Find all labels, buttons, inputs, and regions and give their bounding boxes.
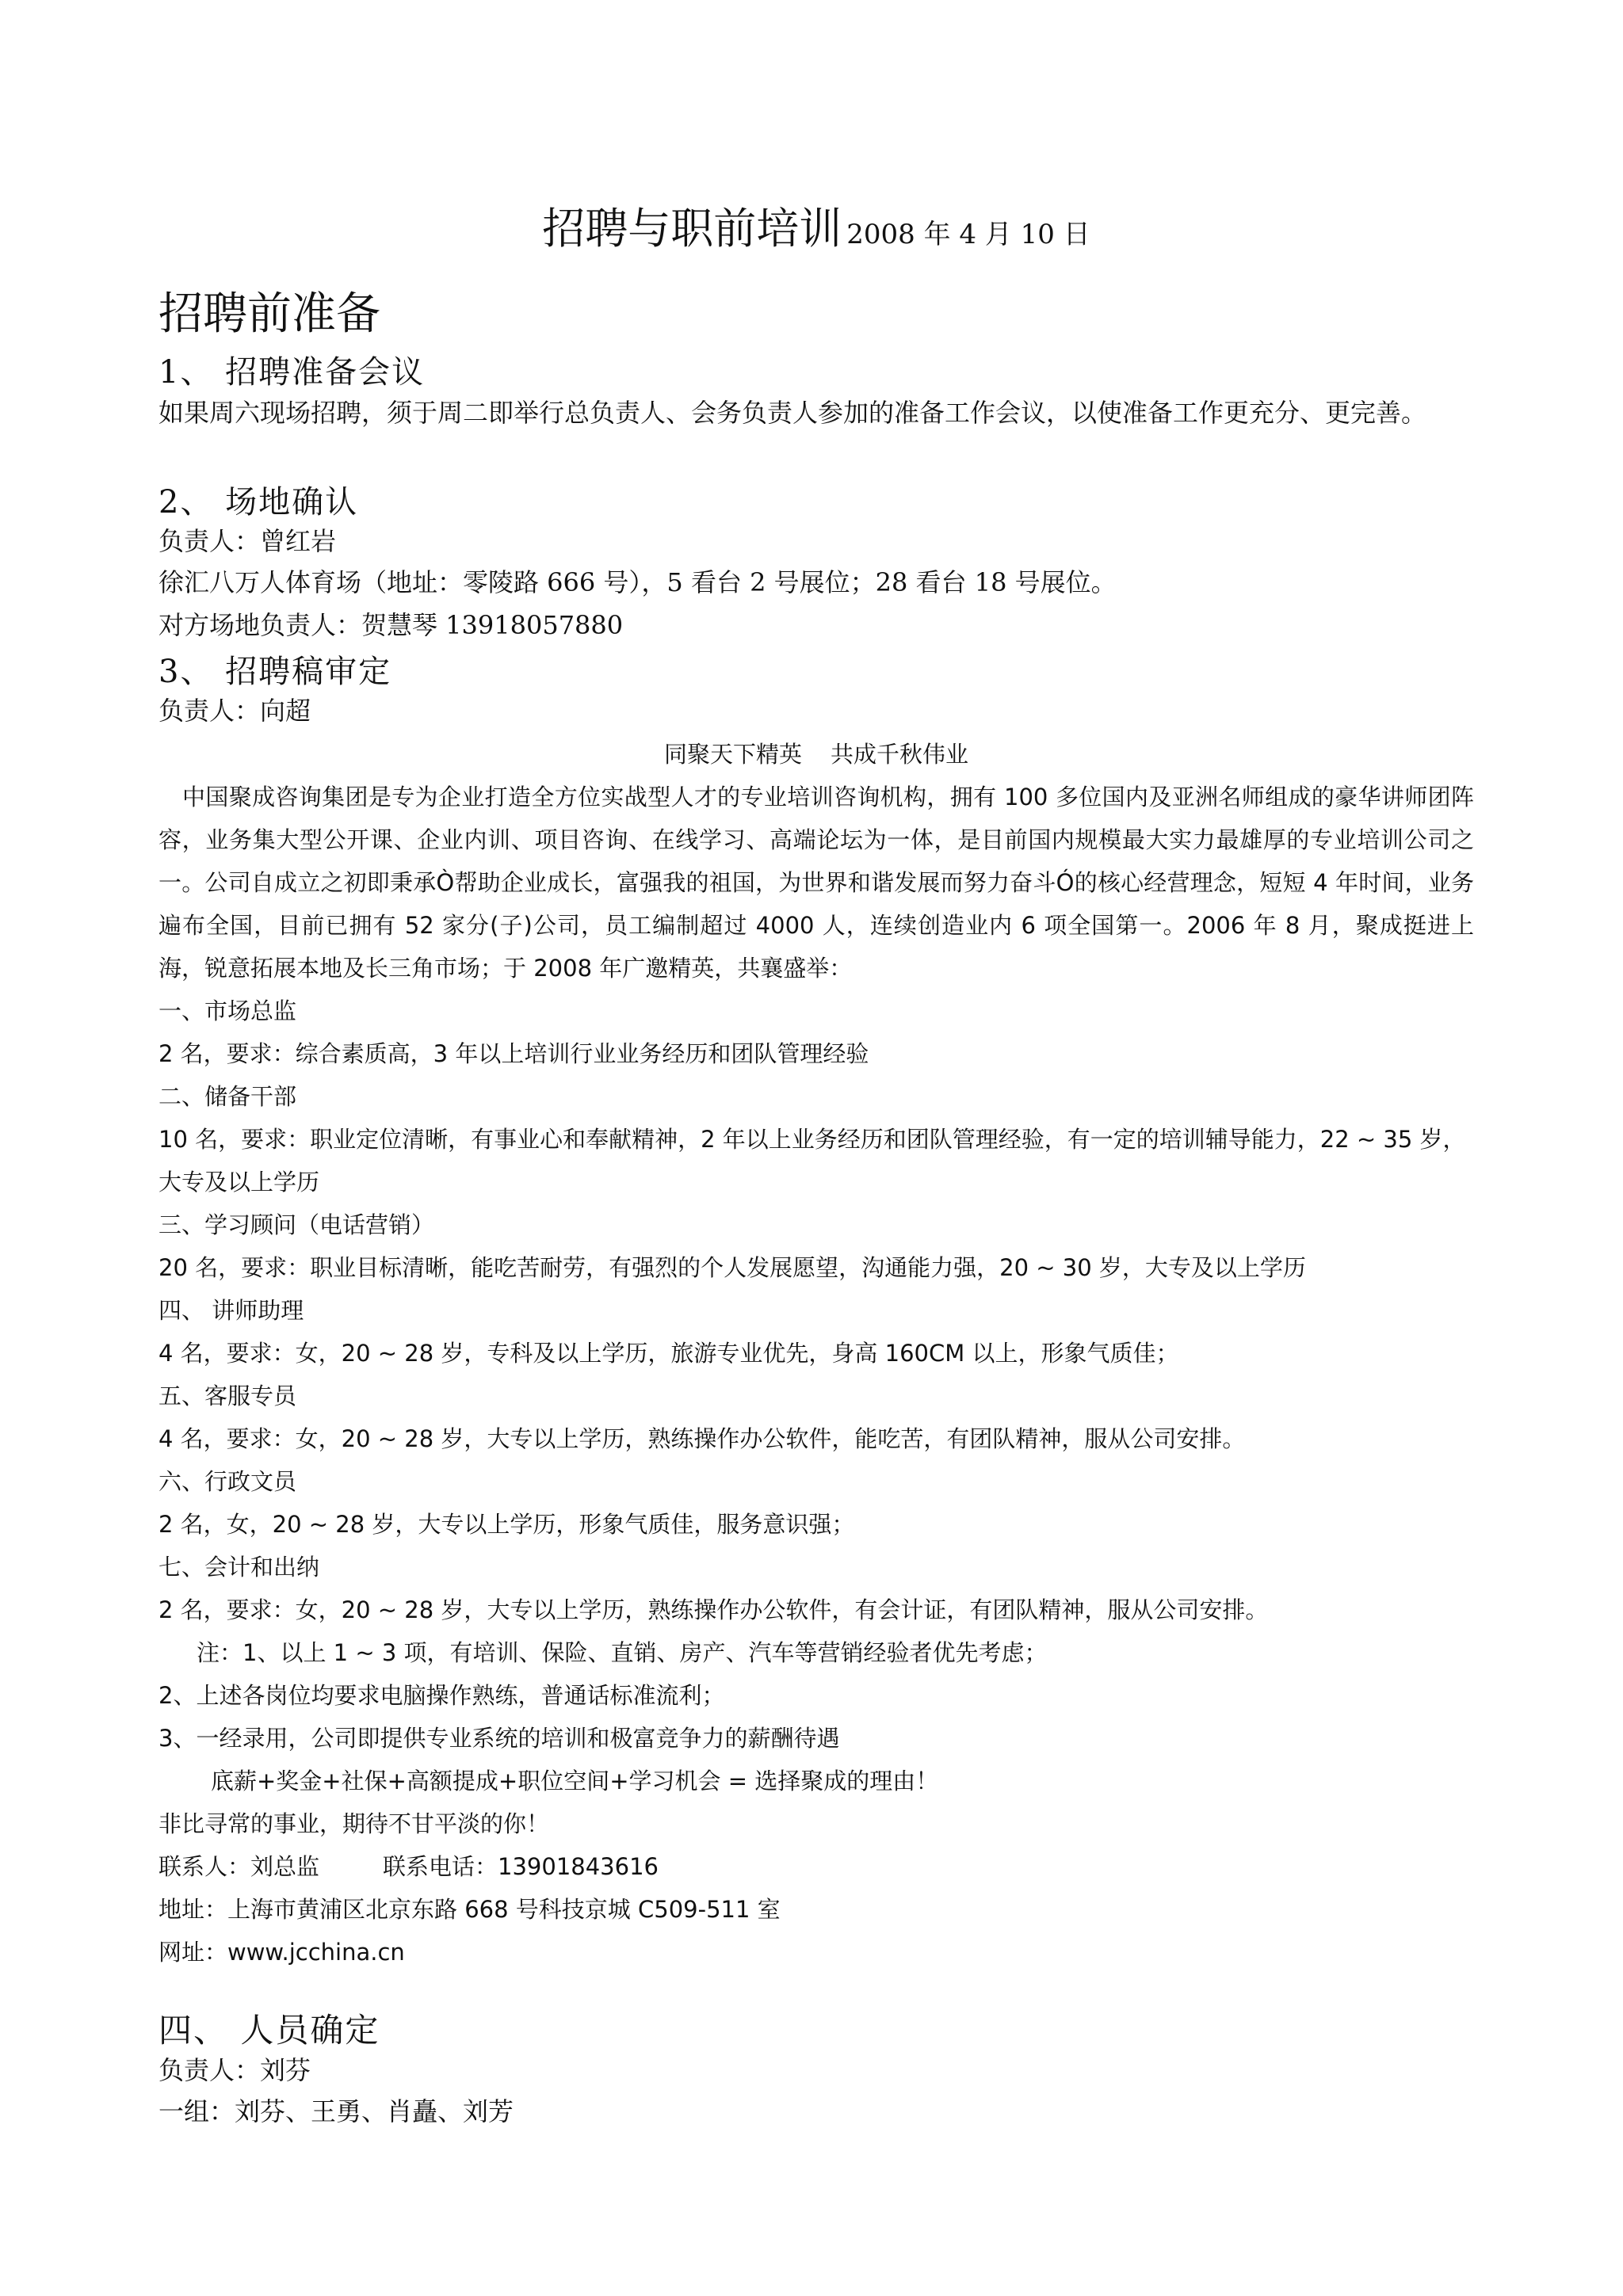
item2-venue: 徐汇八万人体育场（地址：零陵路 666 号），5 看台 2 号展位；28 看台 18 号展位。 xyxy=(158,567,1117,597)
tagline: 非比寻常的事业，期待不甘平淡的你！ xyxy=(158,1810,550,1837)
website-link[interactable]: 网址：www.jcchina.cn xyxy=(158,1939,405,1966)
position-title: 二、储备干部 xyxy=(158,1083,297,1110)
ad-intro: 中国聚成咨询集团是专为企业打造全方位实战型人才的专业培训咨询机构，拥有 100 多位国内及亚洲名师组成的豪华讲师团阵容，业务集大型公开课、企业内训、项目咨询、在线学习、高端论坛为一体，是目前国内规模最大实力最雄厚的专业培训公司之一。公司自成立之初即秉承Ò帮助企业成长，富强我的祖国，为世界和谐发展而努力奋斗Ó的核心经营理念，短短 4 年时间，业务遍布全国，目前已拥有 52 家分(子)公司，员工编制超过 4000 人，连续创造业内 6 项全国第一。2006 年 8 月，聚成挺进上海，锐意拓展本地及长三角市场；于 2008 年广邀精英，共襄盛举： xyxy=(158,784,1474,982)
recruitment-ad xyxy=(158,733,1474,1974)
document-title: 招聘与职前培训 xyxy=(542,204,842,254)
position-title: 五、客服专员 xyxy=(158,1383,297,1409)
position-requirement: 10 名，要求：职业定位清晰，有事业心和奉献精神，2 年以上业务经历和团队管理经验，有一定的培训辅导能力，22 ~ 35 岁，大专及以上学历 xyxy=(158,1126,1466,1196)
position-requirement: 4 名，要求：女，20 ~ 28 岁，大专以上学历，熟练操作办公软件，能吃苦，有团队精神，服从公司安排。 xyxy=(158,1425,1246,1452)
item4-owner: 负责人：刘芬 xyxy=(158,2055,311,2085)
item2-heading: 2、 场地确认 xyxy=(158,484,359,521)
item2-owner: 负责人：曾红岩 xyxy=(158,526,337,556)
item3-owner: 负责人：向超 xyxy=(158,696,311,726)
position-title: 七、会计和出纳 xyxy=(158,1554,320,1581)
ad-slogan xyxy=(158,733,1474,776)
item1-heading: 1、 招聘准备会议 xyxy=(158,354,426,391)
document-title-line xyxy=(158,195,1474,256)
position-requirement: 2 名，要求：综合素质高，3 年以上培训行业业务经历和团队管理经验 xyxy=(158,1040,869,1067)
ad-slogan-part-a: 同聚天下精英 xyxy=(663,741,802,768)
section-title: 招聘前准备 xyxy=(158,288,380,340)
address: 地址：上海市黄浦区北京东路 668 号科技京城 C509-511 室 xyxy=(158,1896,781,1923)
position-title: 四、 讲师助理 xyxy=(158,1297,304,1324)
item3-heading: 3、 招聘稿审定 xyxy=(158,654,392,690)
document-date: 2008 年 4 月 10 日 xyxy=(846,219,1090,250)
position-title: 三、学习顾问（电话营销） xyxy=(158,1211,435,1238)
position-requirement: 20 名，要求：职业目标清晰，能吃苦耐劳，有强烈的个人发展愿望，沟通能力强，20 ~ 30 岁，大专及以上学历 xyxy=(158,1254,1306,1281)
position-title: 六、行政文员 xyxy=(158,1468,297,1495)
item2-contact: 对方场地负责人：贺慧琴 13918057880 xyxy=(158,610,624,640)
ad-slogan-part-b: 共成千秋伟业 xyxy=(831,741,969,768)
position-title: 一、市场总监 xyxy=(158,997,297,1024)
item4-group: 一组：刘芬、王勇、肖矗、刘芳 xyxy=(158,2096,514,2126)
contact-person: 联系人：刘总监 xyxy=(158,1853,320,1880)
note-1: 注：1、以上 1 ~ 3 项，有培训、保险、直销、房产、汽车等营销经验者优先考虑； xyxy=(197,1639,1048,1666)
contact-line xyxy=(158,1845,1474,1888)
note-3: 3、一经录用，公司即提供专业系统的培训和极富竞争力的薪酬待遇 xyxy=(158,1725,840,1752)
item4-heading: 四、 人员确定 xyxy=(158,2011,380,2050)
position-requirement: 4 名，要求：女，20 ~ 28 岁，专科及以上学历，旅游专业优先，身高 160CM 以上，形象气质佳； xyxy=(158,1340,1179,1367)
position-requirement: 2 名，要求：女，20 ~ 28 岁，大专以上学历，熟练操作办公软件，有会计证，有团队精神，服从公司安排。 xyxy=(158,1596,1269,1623)
note-2: 2、上述各岗位均要求电脑操作熟练，普通话标准流利； xyxy=(158,1682,725,1709)
benefits-line: 底薪+奖金+社保+高额提成+职位空间+学习机会 = 选择聚成的理由！ xyxy=(211,1768,939,1794)
position-requirement: 2 名，女，20 ~ 28 岁，大专以上学历，形象气质佳，服务意识强； xyxy=(158,1511,855,1538)
item1-body: 如果周六现场招聘，须于周二即举行总负责人、会务负责人参加的准备工作会议，以使准备工作更充分、更完善。 xyxy=(158,398,1427,428)
contact-phone: 联系电话：13901843616 xyxy=(383,1853,659,1880)
